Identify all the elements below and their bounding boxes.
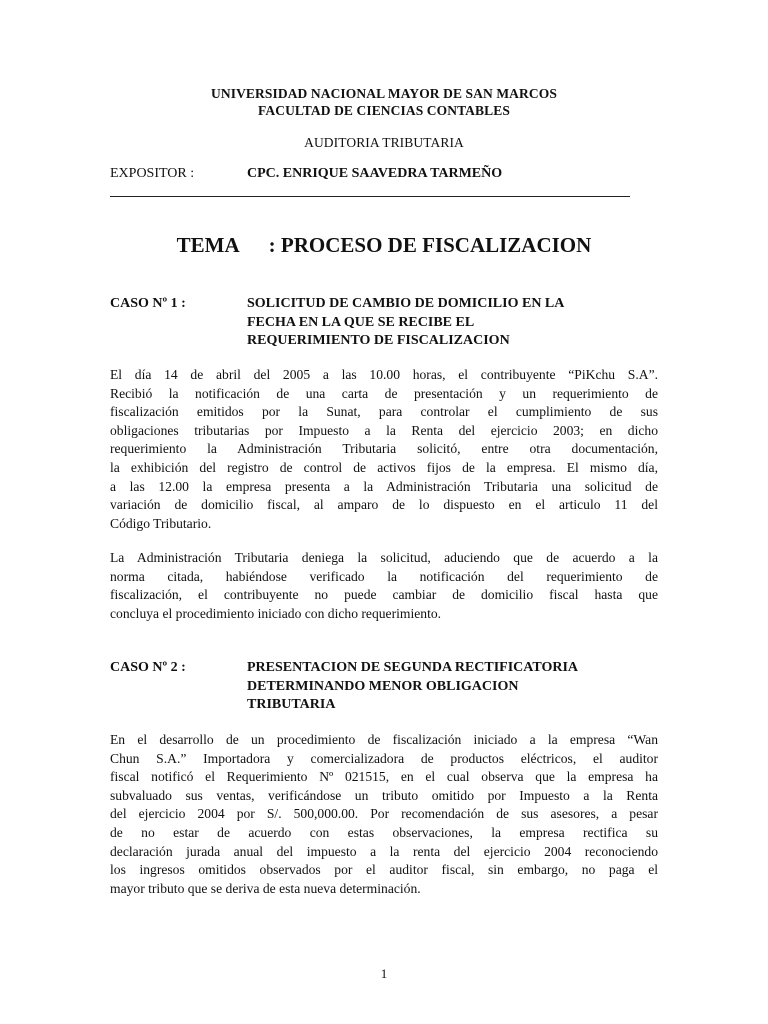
text-line: fiscal notificó el Requerimiento Nº 021515, en el cual observa que la empresa ha <box>110 769 658 785</box>
caso2-label: CASO Nº 2 : <box>110 660 186 675</box>
text-line: En el desarrollo de un procedimiento de fiscalización iniciado a la empresa “Wan <box>110 732 658 747</box>
text-line: variación de domicilio fiscal, al amparo de lo dispuesto en el articulo 11 del <box>110 497 658 513</box>
text-line: declaración jurada anual del impuesto a la renta del ejercicio 2004 reconociendo <box>110 843 658 859</box>
expositor-label: EXPOSITOR : <box>110 166 195 181</box>
text-line: la exhibición del registro de control de activos fijos de la empresa. El mismo día, <box>110 459 658 475</box>
course-name: AUDITORIA TRIBUTARIA <box>304 135 464 150</box>
page-number: 1 <box>380 966 388 981</box>
text-line: subvaluado sus ventas, verificándose un tributo omitido por Impuesto a la Renta <box>110 787 658 803</box>
faculty-name: FACULTAD DE CIENCIAS CONTABLES <box>258 103 510 118</box>
text-line: obligaciones tributarias por Impuesto a la Renta del ejercicio 2003; en dicho <box>110 422 658 438</box>
text-line: mayor tributo que se deriva de esta nueva determinación. <box>110 880 421 896</box>
text-line: a las 12.00 la empresa presenta a la Administración Tributaria una solicitud de <box>110 478 658 494</box>
text-line: los ingresos omitidos observados por el auditor fiscal, sin embargo, no paga el <box>110 862 658 878</box>
caso1-title-line: SOLICITUD DE CAMBIO DE DOMICILIO EN LA <box>247 296 565 311</box>
text-line: fiscalización emitidos por la Sunat, para controlar el cumplimiento de sus <box>110 404 658 420</box>
page-title <box>0 233 768 258</box>
text-line: de no estar de acuerdo con estas observaciones, la empresa rectifica su <box>110 824 658 840</box>
text-line: requerimiento la Administración Tributaria solicitó, entre otra documentación, <box>110 441 658 457</box>
text-line: Código Tributario. <box>110 515 212 531</box>
tema-title: : PROCESO DE FISCALIZACION <box>268 233 592 257</box>
caso1-paragraph-2 <box>110 549 658 623</box>
caso2-title <box>247 659 647 715</box>
text-line: fiscalización, el contribuyente no puede cambiar de domicilio fiscal hasta que <box>110 587 658 603</box>
text-line: norma citada, habiéndose verificado la notificación del requerimiento de <box>110 568 658 584</box>
text-line: El día 14 de abril del 2005 a las 10.00 horas, el contribuyente “PiKchu S.A”. <box>110 367 658 382</box>
caso1-title-line: FECHA EN LA QUE SE RECIBE EL <box>247 314 475 330</box>
text-line: del ejercicio 2004 por S/. 500,000.00. Por recomendación de sus asesores, a pesar <box>110 806 658 822</box>
text-line: concluya el procedimiento iniciado con dicho requerimiento. <box>110 605 442 621</box>
caso1-title-line: REQUERIMIENTO DE FISCALIZACION <box>247 333 510 348</box>
caso1-title <box>247 295 647 351</box>
tema-label: TEMA <box>176 233 240 257</box>
text-line: La Administración Tributaria deniega la solicitud, aduciendo que de acuerdo a la <box>110 550 658 565</box>
caso2-title-line: PRESENTACION DE SEGUNDA RECTIFICATORIA <box>247 660 579 675</box>
caso2-paragraph-1 <box>110 731 658 898</box>
caso1-paragraph-1 <box>110 366 658 533</box>
university-name: UNIVERSIDAD NACIONAL MAYOR DE SAN MARCOS <box>211 86 557 101</box>
text-line: Chun S.A.” Importadora y comercializadora de productos eléctricos, el auditor <box>110 750 658 766</box>
caso2-title-line: DETERMINANDO MENOR OBLIGACION <box>247 678 519 694</box>
caso2-title-line: TRIBUTARIA <box>247 697 336 712</box>
header-divider <box>110 196 630 197</box>
text-line: Recibió la notificación de una carta de presentación y un requerimiento de <box>110 385 658 401</box>
expositor-name: CPC. ENRIQUE SAAVEDRA TARMEÑO <box>247 166 503 181</box>
caso1-label: CASO Nº 1 : <box>110 296 186 311</box>
